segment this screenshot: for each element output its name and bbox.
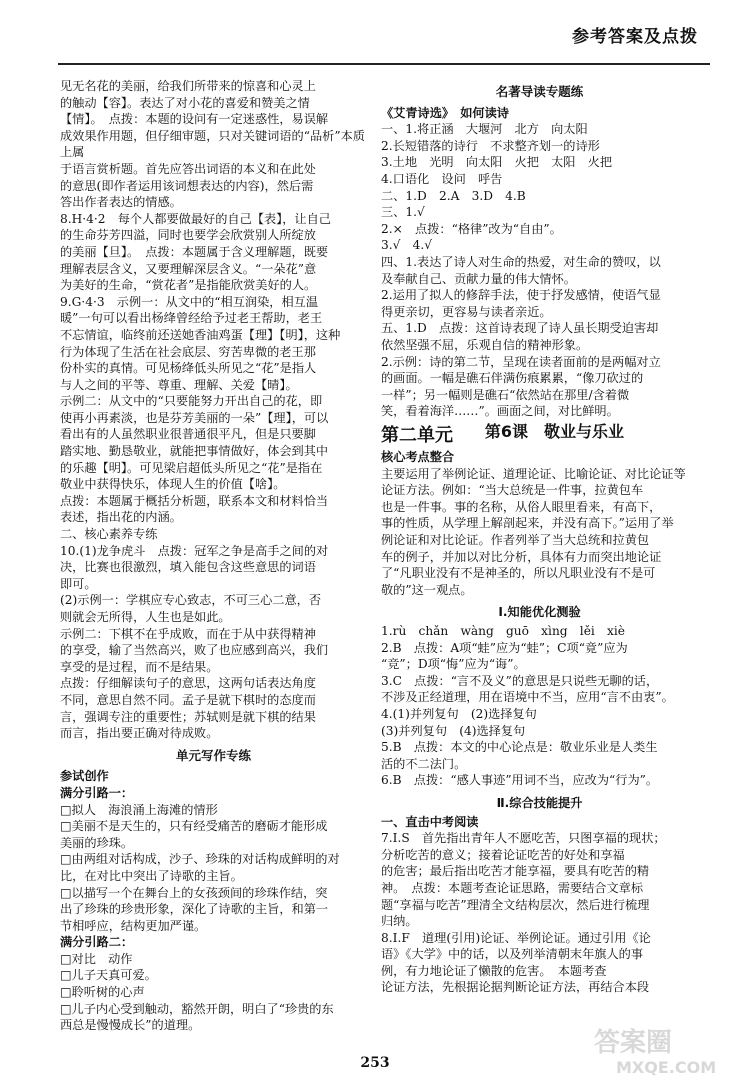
text-line: 答出作者表达的情感。 bbox=[60, 195, 182, 210]
text-line: □以描写一个在舞台上的女孩颈间的珍珠作结，突 bbox=[60, 885, 328, 900]
knowledge-test-title: Ⅰ.知能优化测验 bbox=[498, 605, 581, 620]
text-line: 的意思(即作者运用该词想表达的内容)，然后需 bbox=[60, 178, 314, 193]
text-line: 分析吃苦的意义；接着论证吃苦的好处和享福 bbox=[381, 847, 625, 862]
text-line: 活的不二法门。 bbox=[381, 756, 467, 771]
text-line: 于语言赏析题。首先应答出词语的本义和在此处 bbox=[60, 161, 316, 176]
watermark-logo bbox=[586, 1019, 736, 1079]
writing-guide-two: 满分引路二： bbox=[60, 935, 134, 950]
skills-section-title: Ⅱ.综合技能提升 bbox=[496, 795, 583, 810]
header-divider bbox=[58, 63, 710, 65]
text-line: 的危害；最后指出吃苦才能享福，要具有吃苦的精 bbox=[381, 864, 650, 879]
text-line: 言，强调专注的重要性；苏轼则是就下棋的结果 bbox=[60, 709, 316, 724]
text-line: 比，在对比中突出了诗歌的主旨。 bbox=[60, 868, 243, 883]
text-line: 美丽的珍珠。 bbox=[60, 835, 134, 850]
text-line: 享受的是过程，而不是结果。 bbox=[60, 659, 219, 674]
text-line: 不涉及正经道理，用在语境中不当，应用“言不由衷”。 bbox=[381, 690, 674, 705]
text-line: 即可。 bbox=[60, 576, 97, 591]
text-line: 论证方法，先根据论据判断论证方法，再结合本段 bbox=[381, 980, 650, 995]
text-line: 理解表层含义，又要理解深层含义。“一朵花”意 bbox=[60, 261, 317, 276]
text-line: (2)示例一：学棋应专心致志，不可三心二意，否 bbox=[60, 593, 322, 608]
text-line: 四、1.表达了诗人对生命的热爱，对生命的赞叹，以 bbox=[381, 254, 661, 269]
header-title: 参考答案及点拨 bbox=[572, 27, 698, 47]
text-line: 不忘情谊，临终前还送她香油鸡蛋【理】【明】，这种 bbox=[60, 327, 341, 342]
page-number: 253 bbox=[360, 1055, 390, 1071]
text-line: 三、1.√ bbox=[381, 205, 425, 220]
text-line: 依然坚强不屈，乐观自信的精神形象。 bbox=[381, 337, 589, 352]
text-line: 1.rù chǎn wàng guō xìng lěi xiè bbox=[381, 624, 625, 638]
text-line: 3.C 点拨：“言不及义”的意思是只说些无聊的话， bbox=[381, 673, 659, 688]
text-line: 神。 点拨：本题考查论证思路，需要结合文章标 bbox=[381, 880, 644, 895]
text-line: 7.I.S 首先指出青年人不愿吃苦，只图享福的现状； bbox=[381, 831, 666, 846]
text-line: 10.(1)龙争虎斗 点拨：冠军之争是高手之间的对 bbox=[60, 543, 329, 558]
text-line: 论证方法。例如：“当大总统是一件事，拉黄包车 bbox=[381, 483, 644, 498]
text-line: 点拨：本题属于概括分析题，联系本文和材料恰当 bbox=[60, 493, 329, 508]
text-line: 一、1.将正涵 大堰河 北方 向太阳 bbox=[381, 122, 588, 137]
text-line: 2.示例：诗的第二节，呈现在读者面前的是两幅对立 bbox=[381, 354, 661, 369]
text-line: 语》《大学》中的话，以及列举清朝末年旗人的事 bbox=[381, 947, 644, 962]
text-line: 的享受，输了当然高兴，败了也应感到高兴，我们 bbox=[60, 643, 329, 658]
text-line: 份朴实的真情。可见杨绛低头所见之“花”是指人 bbox=[60, 361, 317, 376]
text-line: 6.B 点拨：“感人事迹”用词不当，应改为“行为”。 bbox=[381, 773, 659, 788]
text-line: 9.G·4·3 示例一：从文中的“相互润染，相互温 bbox=[60, 294, 319, 309]
text-line: 2.B 点拨：A项“蛙”应为“蛙”；C项“竟”应为 bbox=[381, 640, 628, 655]
text-line: 2.运用了拟人的修辞手法，使于抒发感情，使语气显 bbox=[381, 288, 661, 303]
text-line: 出了珍珠的珍贵形象，深化了诗歌的主旨，和第一 bbox=[60, 902, 329, 917]
text-line: 决，比赛也很激烈，填入能包含这些意思的词语 bbox=[60, 560, 316, 575]
text-line: □由两组对话构成，沙子、珍珠的对话构成鲜明的对 bbox=[60, 852, 340, 867]
text-line: 5.B 点拨：本文的中心论点是：敬业乐业是人类生 bbox=[381, 740, 658, 755]
text-line: 看出有的人虽然职业很普通很平凡，但是只要脚 bbox=[60, 427, 316, 442]
core-points-heading: 核心考点整合 bbox=[381, 450, 455, 465]
text-line: 3.土地 光明 向太阳 火把 太阳 火把 bbox=[381, 155, 613, 170]
text-line: 了“凡职业没有不是神圣的，所以凡职业没有不是可 bbox=[381, 566, 656, 581]
text-line: 成效果作用题，但仔细审题，只对关键词语的“品析”本质上属 bbox=[60, 128, 365, 160]
reading-answer-lines bbox=[381, 121, 698, 420]
text-line: □聆听树的心声 bbox=[60, 985, 145, 1000]
text-line: □拟人 海浪涌上海滩的情形 bbox=[60, 802, 218, 817]
text-line: 暖”一句可以看出杨绛曾经给予过老王帮助，老王 bbox=[60, 311, 323, 326]
writing-guide-one: 满分引路一： bbox=[60, 785, 134, 800]
text-line: □对比 动作 bbox=[60, 951, 133, 966]
text-line: 主要运用了举例论证、道理论证、比喻论证、对比论证等 bbox=[381, 466, 686, 481]
left-answer-lines bbox=[60, 78, 367, 742]
text-line: 归纳。 bbox=[381, 914, 418, 929]
lesson-title: 第6课 敬业与乐业 bbox=[484, 422, 625, 442]
text-line: 例论证和对比论证。作者列举了当大总统和拉黄包 bbox=[381, 533, 650, 548]
text-line: 的乐趣【明】。可见梁启超低头所见之“花”是指在 bbox=[60, 460, 323, 475]
exam-reading-lines bbox=[381, 830, 698, 996]
text-line: (3)并列复句 (4)选择复句 bbox=[381, 723, 526, 738]
reading-sub-heading: 《艾青诗选》 如何读诗 bbox=[381, 105, 509, 120]
text-line: 【情】。 点拨：本题的设问有一定迷惑性，易误解 bbox=[60, 112, 329, 127]
text-line: 的美丽【旦】。 点拨：本题属于含义理解题，既要 bbox=[60, 244, 329, 259]
text-line: 8.H·4·2 每个人都要做最好的自己【表】，让自己 bbox=[60, 211, 331, 226]
text-line: 而言，指出要正确对待成败。 bbox=[60, 726, 219, 741]
left-column bbox=[60, 78, 367, 1034]
text-line: 也是一件事。事的名称，从俗人眼里看来，有高下， bbox=[381, 499, 662, 514]
text-line: 2.× 点拨：“格律”改为“自由”。 bbox=[381, 221, 562, 236]
right-column bbox=[381, 78, 698, 996]
text-line: 与人之间的平等、尊重、理解、关爱【晴】。 bbox=[60, 377, 298, 392]
text-line: □儿子内心受到触动，豁然开朗，明白了“珍贵的东 bbox=[60, 1001, 334, 1016]
text-line: □美丽不是天生的，只有经受痛苦的磨砺才能形成 bbox=[60, 819, 328, 834]
text-line: 行为体现了生活在社会底层、穷苦卑微的老王那 bbox=[60, 344, 316, 359]
knowledge-test-lines bbox=[381, 623, 698, 789]
text-line: 表述，指出花的内涵。 bbox=[60, 510, 182, 525]
text-line: 五、1.D 点拨：这首诗表现了诗人虽长期受迫害却 bbox=[381, 321, 659, 336]
text-line: 的触动【容】。表达了对小花的喜爱和赞美之情 bbox=[60, 95, 310, 110]
text-line: 车的例子，并加以对比分析，具体有力而突出地论证 bbox=[381, 549, 662, 564]
text-line: 示例二：从文中的“只要能努力开出自己的花，即 bbox=[60, 394, 323, 409]
unit-title: 第二单元 bbox=[381, 424, 453, 446]
text-line: 点拨：仔细解读句子的意思，这两句话表达角度 bbox=[60, 676, 316, 691]
exam-reading-heading: 一、直击中考阅读 bbox=[381, 814, 479, 829]
text-line: 敬的”这一观点。 bbox=[381, 582, 473, 597]
text-line: □儿子天真可爱。 bbox=[60, 968, 157, 983]
text-line: 题“享福与吃苦”理清全文结构层次，然后进行梳理 bbox=[381, 897, 650, 912]
text-line: “竞”；D项“悔”应为“诲”。 bbox=[381, 657, 526, 672]
text-line: 敬业中获得快乐，体现人生的价值【啥】。 bbox=[60, 477, 286, 492]
svg-text:答案圈: 答案圈 bbox=[594, 1028, 673, 1058]
text-line: 使再小再素淡，也是芬芳美丽的一朵”【理】，可以 bbox=[60, 410, 329, 425]
text-line: 示例二：下棋不在乎成败，而在于从中获得精神 bbox=[60, 626, 316, 641]
text-line: 笑，看着海洋……”。画面之间，对比鲜明。 bbox=[381, 404, 619, 419]
text-line: 西总是慢慢成长”的道理。 bbox=[60, 1018, 201, 1033]
text-line: 踏实地、勤恳敬业，就能把事情做好，体会到其中 bbox=[60, 444, 329, 459]
writing-section-title: 单元写作专练 bbox=[175, 747, 251, 763]
text-line: 4.口语化 设问 呼告 bbox=[381, 171, 503, 186]
text-line: 4.(1)并列复句 (2)选择复句 bbox=[381, 706, 537, 721]
text-line: 不同，意思自然不同。孟子是就下棋时的态度而 bbox=[60, 692, 316, 707]
text-line: 事的性质，从学理上解剖起来，并没有高下。”运用了举 bbox=[381, 516, 674, 531]
text-line: 则就会无所得，人生也是如此。 bbox=[60, 610, 231, 624]
text-line: 见无名花的美丽，给我们所带来的惊喜和心灵上 bbox=[60, 79, 316, 93]
text-line: 3.√ 4.√ bbox=[381, 238, 432, 253]
core-points-lines bbox=[381, 466, 698, 599]
text-line: 得更亲切，更容易与读者亲近。 bbox=[381, 304, 552, 319]
text-line: 的生命芬芳四溢，同时也要学会欣赏别人所绽放 bbox=[60, 228, 316, 243]
text-line: 节相呼应，结构更加严谨。 bbox=[60, 918, 207, 933]
text-line: 及奉献自己、贡献力量的伟大情怀。 bbox=[381, 271, 576, 286]
text-line: 二、核心素养专练 bbox=[60, 527, 158, 542]
writing-guide-two-lines bbox=[60, 951, 367, 1034]
text-line: 8.I.F 道理(引用)论证、举例论证。通过引用《论 bbox=[381, 930, 651, 945]
writing-sub-heading: 参试创作 bbox=[60, 769, 109, 784]
text-line: 例，有力地论证了懒散的危害。 本题考查 bbox=[381, 963, 607, 978]
text-line: 的画面。一幅是礁石伴满伤痕累累，“像刀砍过的 bbox=[381, 371, 644, 386]
writing-guide-one-lines bbox=[60, 802, 367, 935]
svg-text:MXQE.COM: MXQE.COM bbox=[616, 1058, 717, 1077]
text-line: 为美好的生命，“赏花者”是指能欣赏美好的人。 bbox=[60, 278, 317, 293]
text-line: 一样”；另一幅则是礁石“依然站在那里/含着微 bbox=[381, 387, 630, 402]
reading-section-title: 名著导读专题练 bbox=[495, 84, 584, 99]
text-line: 2.长短错落的诗行 不求整齐划一的诗形 bbox=[381, 138, 600, 153]
text-line: 二、1.D 2.A 3.D 4.B bbox=[381, 188, 526, 203]
page-header bbox=[0, 0, 750, 82]
